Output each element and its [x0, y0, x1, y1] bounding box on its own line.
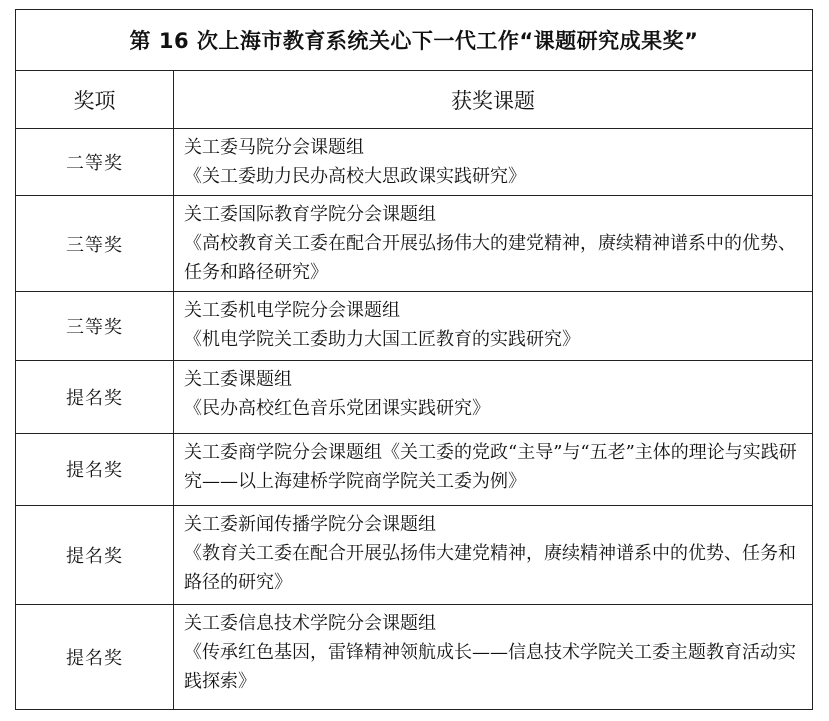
topic-group: 关工委机电学院分会课题组 — [184, 300, 400, 322]
topic-project: 《传承红色基因，雷锋精神领航成长——信息技术学院关工委主题教育活动实践探索》 — [184, 641, 796, 692]
award-grade: 提名奖 — [16, 433, 174, 505]
topic-group: 关工委课题组 — [184, 369, 292, 391]
award-topic — [174, 196, 813, 292]
topic-project: 《关工委的党政“主导”与“五老”主体的理论与实践研究——以上海建桥学院商学院关工委为例》 — [184, 441, 797, 492]
award-grade: 二等奖 — [16, 129, 174, 196]
award-topic — [174, 505, 813, 604]
table-row — [16, 129, 813, 196]
table-row — [16, 361, 813, 433]
table-row — [16, 196, 813, 292]
topic-group: 关工委新闻传播学院分会课题组 — [184, 513, 436, 535]
topic-text: 关工委商学院分会课题组 — [184, 441, 382, 463]
header-award: 奖项 — [16, 71, 174, 129]
title-row — [16, 10, 813, 71]
topic-group: 关工委马院分会课题组 — [184, 137, 364, 159]
topic-project: 《高校教育关工委在配合开展弘扬伟大的建党精神，赓续精神谱系中的优势、任务和路径研究》 — [184, 233, 796, 284]
topic-project: 《教育关工委在配合开展弘扬伟大建党精神，赓续精神谱系中的优势、任务和路径的研究》 — [184, 542, 796, 593]
table-title: 第 16 次上海市教育系统关心下一代工作“课题研究成果奖” — [16, 10, 813, 71]
topic-project: 《关工委助力民办高校大思政课实践研究》 — [184, 166, 526, 188]
award-topic — [174, 604, 813, 709]
award-grade: 提名奖 — [16, 505, 174, 604]
topic-group: 关工委信息技术学院分会课题组 — [184, 612, 436, 634]
table-row — [16, 433, 813, 505]
topic-group: 关工委国际教育学院分会课题组 — [184, 204, 436, 226]
table-row — [16, 292, 813, 361]
table-row — [16, 604, 813, 709]
award-grade: 提名奖 — [16, 604, 174, 709]
header-row — [16, 71, 813, 129]
award-topic — [174, 361, 813, 433]
awards-table — [15, 9, 813, 710]
award-topic — [174, 129, 813, 196]
award-topic — [174, 292, 813, 361]
award-grade: 三等奖 — [16, 196, 174, 292]
award-topic — [174, 433, 813, 505]
award-grade: 提名奖 — [16, 361, 174, 433]
topic-project: 《民办高校红色音乐党团课实践研究》 — [184, 398, 490, 420]
table-row — [16, 505, 813, 604]
topic-project: 《机电学院关工委助力大国工匠教育的实践研究》 — [184, 329, 580, 351]
award-grade: 三等奖 — [16, 292, 174, 361]
header-topic: 获奖课题 — [174, 71, 813, 129]
